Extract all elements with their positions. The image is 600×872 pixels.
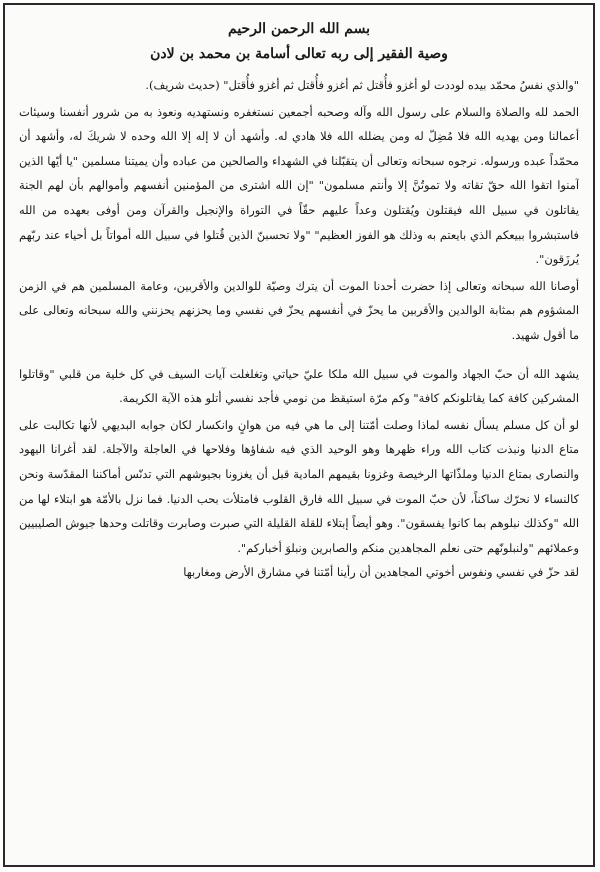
document-title: وصية الفقير إلى ربه تعالى أسامة بن محمد بن لادن <box>150 46 448 62</box>
document-page <box>3 3 595 867</box>
paragraph-jihad: يشهد الله أن حبّ الجهاد والموت في سبيل الله ملكا عليّ حياتي وتغلغلت آيات السيف في كل خلية من قلبي "وقاتلوا المشركين كافة كما يقاتلونكم كافة" وكم مرّة استيقظ من نومي فأجد نفسي أتلو هذه الآية الكريمة. <box>19 366 579 406</box>
basmala: بسم الله الرحمن الرحيم <box>228 21 370 37</box>
paragraph-instruction: أوصانا الله سبحانه وتعالى إذا حضرت أحدنا الموت أن يترك وصيّة للوالدين والأقربين، وعامة المسلمين هم في الزمن المشؤوم هم بمثابة الوالدين والأقربين ما يحزّ في أنفسهم يحزّ في نفسي وما يحزنهم يحزنني والله سبحانه وتعالى على ما أقول شهيد. <box>19 278 579 342</box>
paragraph-closing: لقد حزّ في نفسي ونفوس أخوتي المجاهدين أن رأينا أمّتنا في مشارق الأرض ومغاربها <box>183 565 579 580</box>
paragraph-ummah: لو أن كل مسلم يسأل نفسه لماذا وصلت أمّتنا إلى ما هي فيه من هوانٍ وانكسار لكان جوابه البديهي لأنها تكالبت على متاع الدنيا ونبذت كتاب الله وراء ظهرها وهو الوحيد الذي فيه شفاؤها وفلاحها في العاجلة والآجلة. لقد أغرانا اليهود والنصارى بمتاع الدنيا وملذّاتها الرخيصة وغزونا بقيمهم المادية قبل أن يغزونا بجيوشهم التي تدنّس أماكننا المقدّسة ونحن كالنساء لا نحرّك ساكناً، لأن حبّ الموت في سبيل الله فارق القلوب فامتلأت بحب الدنيا. فما نزل بالأمّة هو ابتلاء لها من الله "وكذلك نبلوهم بما كانوا يفسقون". وهو أيضاً إبتلاء للقلة القليلة التي صبرت وصابرت وقاتلت وحدها جيوش الصليبيين وعملائهم "ولنبلونّهم حتى نعلم المجاهدين منكم والصابرين ونبلوَ أخباركم". <box>19 417 579 555</box>
document-content <box>19 17 579 857</box>
paragraph-hadith: "والذي نفسُ محمّد بيده لوددت لو أغزو فأُقتل ثم أغزو فأُقتل ثم أغزو فأُقتل" (حديث شريف). <box>145 78 579 92</box>
paragraph-praise: الحمد لله والصلاة والسلام على رسول الله وآله وصحبه أجمعين نستغفره ونستهديه ونعوذ به من شرور أنفسنا وسيئات أعمالنا ومن يهديه الله فلا مُضِلّ له ومن يضلله الله فلا هادي له. وأشهد أن لا إله إلا الله وحده لا شريكَ له، وأشهد أن محمّداً عبده ورسوله. نرجوه سبحانه وتعالى أن يتقبّلنا في الشهداء والصالحين من عباده وأن يميتنا مسلمين "يا أيّها الذين آمنوا اتقوا الله حقّ تقاته ولا تموتُنَّ إلا وأنتم مسلمون" "إن الله اشترى من المؤمنين أنفسهم وأموالهم بأن لهم الجنة يقاتلون في سبيل الله فيقتلون ويُقتلون وعداً عليهم حقّاً في التوراة والإنجيل والقرآن ومن أوفى بعهده من الله فاستبشروا ببيعكم الذي بايعتم به وذلك هو الفوز العظيم" "ولا تحسبنّ الذين قُتلوا في سبيل الله أمواتاً بل أحياء عند ربّهم يُرزَقون". <box>19 104 579 267</box>
